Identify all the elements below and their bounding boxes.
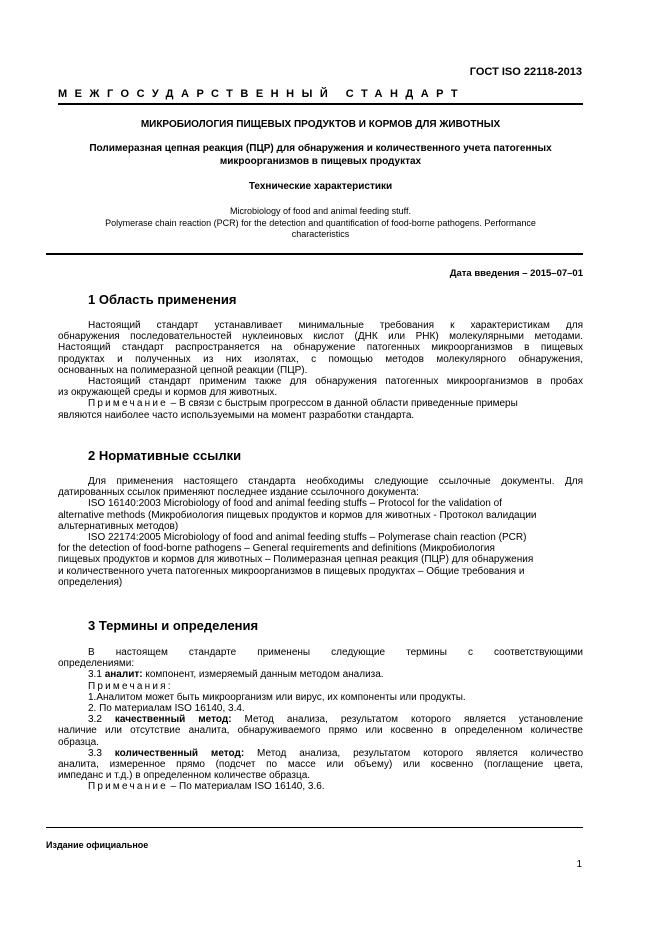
text-line: из окружающей среды и кормов для животных. xyxy=(58,387,278,399)
notes-label: Примечания: xyxy=(88,680,173,692)
subtitle-line: Полимеразная цепная реакция (ПЦР) для обнаружения и количественного учета патогенных xyxy=(89,143,552,154)
english-title-line: characteristics xyxy=(291,229,350,239)
note-line xyxy=(58,781,583,792)
note-text: – По материалам ISO 16140, 3.6. xyxy=(167,781,325,793)
term-number: 3.1 xyxy=(88,669,105,681)
section-3-heading: 3 Термины и определения xyxy=(88,618,259,633)
text-line: Настоящий стандарт применим также для обнаружения патогенных микроорганизмов в пробах xyxy=(88,376,583,388)
subtitle-line: микроорганизмов в пищевых продуктах xyxy=(219,155,422,167)
note-text: – В связи с быстрым прогрессом в данной области приведенные примеры xyxy=(167,398,518,410)
section-2-body xyxy=(58,476,583,588)
edition-label: Издание официальное xyxy=(46,840,149,850)
english-title-line: Polymerase chain reaction (PCR) for the detection and quantification of food-borne pathogens. Performance xyxy=(105,217,536,228)
section-1-heading: 1 Область применения xyxy=(88,292,237,307)
text-line: наличие или отсутствие аналита, обнаруживаемого прямо или косвенно в определенном количестве xyxy=(58,725,583,737)
text-line: Для применения настоящего стандарта необходимы следующие ссылочные документы. Для xyxy=(88,476,583,487)
note-line: 2. По материалам ISO 16140, 3.4. xyxy=(88,703,245,715)
english-title-line: Microbiology of food and animal feeding stuff. xyxy=(230,206,411,216)
reference-line: пищевых продуктов и кормов для животных – Полимеразная цепная реакция (ПЦР) для обнаружения xyxy=(58,554,534,566)
term-number: 3.3 xyxy=(88,747,115,759)
text-line: образца. xyxy=(58,736,99,748)
text-line: аналита, измеренное прямо (подсчет по массе или объему) или косвенно (поглащение цвета, xyxy=(58,759,583,771)
document-subtitle xyxy=(58,143,583,168)
reference-line: for the detection of food-borne pathogens – General requirements and definitions (Микробиология xyxy=(58,543,495,555)
term-3-2 xyxy=(58,714,583,725)
reference-line: альтернативных методов) xyxy=(58,520,179,532)
title-rule xyxy=(46,253,583,255)
reference-line: ISO 22174:2005 Microbiology of food and animal feeding stuffs – Polymerase chain reaction (PCR) xyxy=(88,532,527,544)
term-name: качественный метод: xyxy=(114,714,232,726)
text-line: импеданс и т.д.) в определенном количестве образца. xyxy=(58,770,311,782)
text-line: датированных ссылок применяют последнее издание ссылочного документа: xyxy=(58,487,419,499)
document-title: МИКРОБИОЛОГИЯ ПИЩЕВЫХ ПРОДУКТОВ И КОРМОВ ДЛЯ ЖИВОТНЫХ xyxy=(140,119,501,130)
section-1-body xyxy=(58,320,583,421)
term-number: 3.2 xyxy=(88,714,115,726)
text-line: определениями: xyxy=(58,658,135,670)
reference-line: ISO 16140:2003 Microbiology of food and animal feeding stuffs – Protocol for the validation of xyxy=(88,498,502,510)
page-number: 1 xyxy=(576,859,582,870)
english-title xyxy=(58,206,583,241)
term-definition: компонент, измеряемый данным методом анализа. xyxy=(142,669,384,681)
section-2-heading: 2 Нормативные ссылки xyxy=(88,448,242,463)
introduction-date: Дата введения – 2015–07–01 xyxy=(449,268,583,279)
text-line: В настоящем стандарте применены следующие термины с соответствующими xyxy=(88,647,583,658)
note-line: являются наиболее часто используемыми на момент разработки стандарта. xyxy=(58,409,415,421)
text-line: Настоящий стандарт устанавливает минимальные требования к характеристикам для xyxy=(88,320,583,331)
reference-line: определения) xyxy=(58,576,123,588)
text-line: обнаружения последовательностей нуклеиновых кислот (ДНК или РНК) молекулярными методами. xyxy=(58,331,583,343)
note-line xyxy=(58,398,583,409)
standard-code: ГОСТ ISO 22118-2013 xyxy=(469,66,582,78)
reference-line: alternative methods (Микробиология пищевых продуктов и кормов для животных - Протокол валидации xyxy=(58,509,537,521)
document-tech-title: Технические характеристики xyxy=(248,181,393,192)
header-rule xyxy=(58,103,583,105)
term-definition: Метод анализа, результатом которого является установление xyxy=(231,714,584,726)
term-3-3 xyxy=(58,748,583,759)
interstate-standard-label: МЕЖГОСУДАРСТВЕННЫЙ СТАНДАРТ xyxy=(58,88,466,100)
text-line: продуктах и полученных из них изолятах, с помощью методов молекулярного обнаружения, xyxy=(58,353,583,365)
term-name: аналит: xyxy=(104,669,143,681)
term-3-1 xyxy=(58,669,583,680)
note-line: 1.Аналитом может быть микроорганизм или вирус, их компоненты или продукты. xyxy=(88,691,466,703)
text-line: основанных на полимеразной цепной реакции (ПЦР). xyxy=(58,364,308,376)
text-line: Настоящий стандарт распространяется на обнаружение патогенных микроорганизмов в пищевых xyxy=(58,342,583,354)
reference-line: и количественного учета патогенных микроорганизмов в пищевых продуктах – Общие требования и xyxy=(58,565,525,577)
footer-rule xyxy=(46,827,583,828)
term-name: количественный метод: xyxy=(114,747,245,759)
note-label: Примечание xyxy=(88,398,168,410)
section-3-body xyxy=(58,647,583,793)
note-label: Примечание xyxy=(88,781,168,793)
term-definition: Метод анализа, результатом которого является количество xyxy=(244,747,584,759)
